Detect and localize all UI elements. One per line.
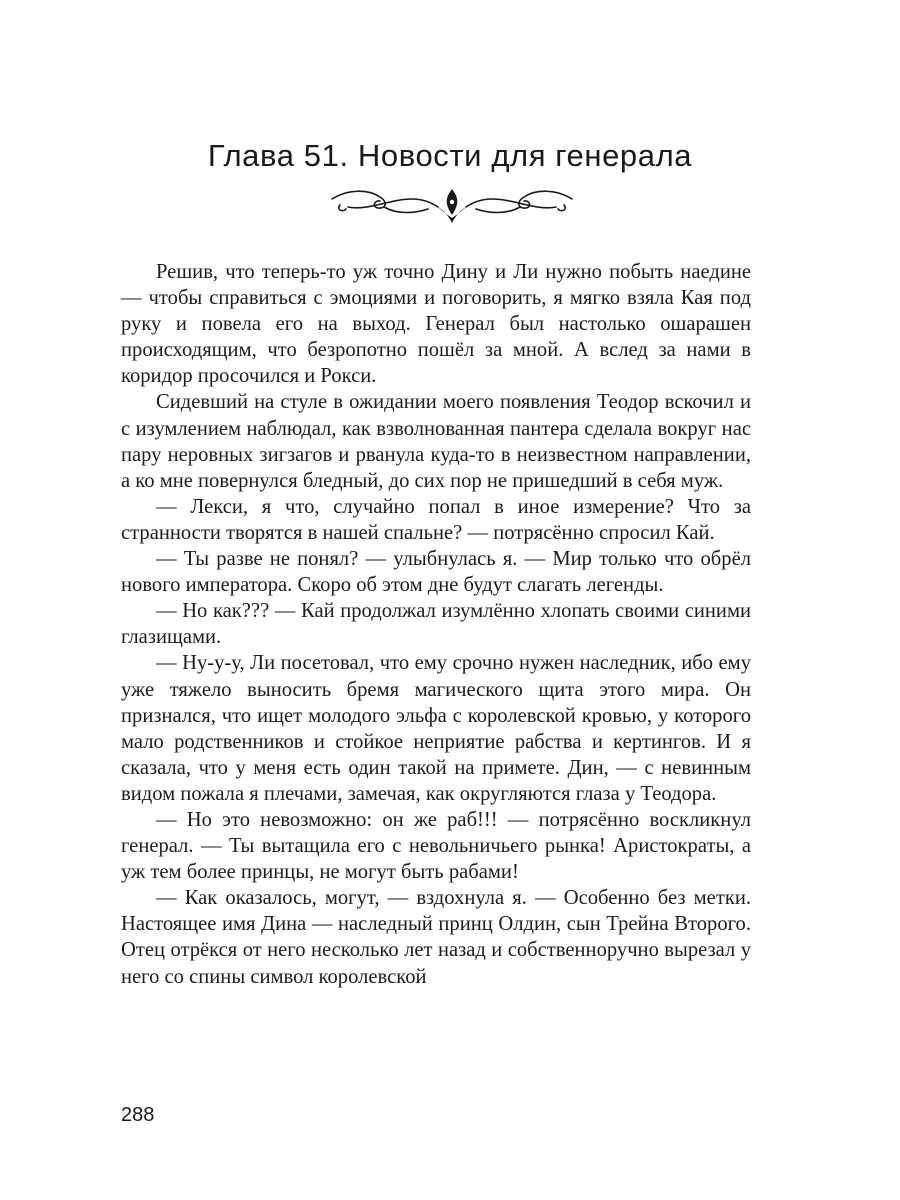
paragraph: — Лекси, я что, случайно попал в иное измерение? Что за странности творятся в нашей спальне? — потрясённо спросил Кай. xyxy=(121,495,751,544)
paragraph: — Как оказалось, могут, — вздохнула я. — Особенно без метки. Настоящее имя Дина — наследный принц Олдин, сын Трейна Второго. Отец отрёкся от него несколько лет назад и собственноручно вырезал у него со спины символ королевской xyxy=(121,887,751,988)
paragraph: — Но это невозможно: он же раб!!! — потрясённо воскликнул генерал. — Ты вытащила его с невольничьего рынка! Аристократы, а уж тем более принцы, не могут быть рабами! xyxy=(121,808,751,884)
paragraph: Сидевший на стуле в ожидании моего появления Теодор вскочил и с изумлением наблюдал, как взволнованная пантера сделала вокруг нас пару неровных зигзагов и рванула куда-то в неизвестном направлении, а ко мне повернулся бледный, до сих пор не пришедший в себя муж. xyxy=(121,391,751,492)
page-number: 288 xyxy=(121,1104,155,1126)
paragraph: — Ну-у-у, Ли посетовал, что ему срочно нужен наследник, ибо ему уже тяжело выносить бремя магического щита этого мира. Он признался, что ищет молодого эльфа с королевской кровью, у которого мало родственников и стойкое неприятие рабства и кертингов. И я сказала, что у меня есть один такой на примете. Дин, — с невинным видом пожала я плечами, замечая, как округляются глаза у Теодора. xyxy=(121,652,751,805)
body-text xyxy=(121,259,751,990)
flourish-divider-icon xyxy=(328,185,576,227)
chapter-title: Глава 51. Новости для генерала xyxy=(207,138,693,173)
paragraph: — Но как??? — Кай продолжал изумлённо хлопать своими синими глазищами. xyxy=(121,600,751,649)
paragraph: Решив, что теперь-то уж точно Дину и Ли нужно побыть наедине — чтобы справиться с эмоциями и поговорить, я мягко взяла Кая под руку и повела его на выход. Генерал был настолько ошарашен происходящим, что безропотно пошёл за мной. А вслед за нами в коридор просочился и Рокси. xyxy=(121,261,751,388)
paragraph: — Ты разве не понял? — улыбнулась я. — Мир только что обрёл нового императора. Скоро об этом дне будут слагать легенды. xyxy=(121,548,751,597)
